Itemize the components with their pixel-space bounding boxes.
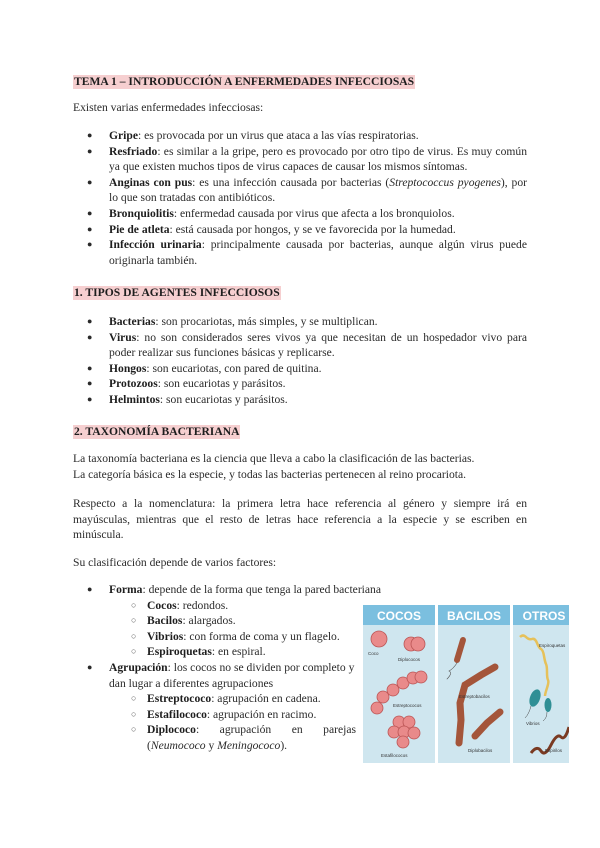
sublist-item [73,691,356,707]
intro-text [73,100,527,116]
desc: : son eucariotas y parásitos. [159,392,288,406]
term: Helmintos [109,392,160,406]
classification-list [73,582,381,598]
intro-paragraph: Existen varias enfermedades infecciosas: [73,101,264,114]
desc: : es provocada por un virus que ataca a las vías respiratorias. [137,129,419,142]
term: Resfriado [109,144,158,158]
term: Protozoos [109,377,158,391]
desc: : agrupación en racimo. [206,707,317,721]
diseases-list-block [73,128,527,268]
panel-title: BACILOS [447,609,501,623]
desc: : no son considerados seres vivos ya que necesitan de un hospedador vivo para poder realizar sus funciones básicas y replicarse. [109,330,527,360]
list-item [73,314,527,330]
classification-list-block [73,582,381,754]
term: Infección urinaria [109,238,202,252]
paragraph: Su clasificación depende de varios factores: [73,556,277,569]
desc: ), por lo que son tratadas con antibióticos. [109,175,527,205]
desc: : enfermedad causada por virus que afecta a los bronquiolos. [173,206,455,220]
term: Espiroquetas [147,645,212,659]
term: Estreptococo [147,692,212,706]
otros-panel [513,605,569,763]
vibrio-shape [545,698,552,712]
panel-title: OTROS [522,609,566,623]
species-name: Meningococo [217,738,281,752]
bacteria-shapes-figure [363,605,569,763]
desc: : con forma de coma y un flagelo. [183,629,340,643]
desc: : los cocos no se dividen por completo y dan lugar a diferentes agrupaciones [109,660,355,690]
taxonomy-para2 [73,496,527,543]
list-item [73,361,527,377]
coco-shape [371,631,387,647]
desc: : es similar a la gripe, pero es provocado por otro tipo de virus. Es muy común ya que existen muchos tipos de virus capaces de causar los mismos síntomas. [109,144,527,174]
term: Bacilos [147,614,183,628]
sublist-item [73,707,356,723]
term: Gripe [109,129,138,142]
paragraph-line: La categoría básica es la especie, y todas las bacterias pertenecen al reino procariota. [73,467,467,481]
desc: ). [280,738,288,752]
species-name: Streptococcus pyogenes [389,175,501,189]
page-title: TEMA 1 – INTRODUCCIÓN A ENFERMEDADES INFECCIOSAS [74,75,415,88]
term: Cocos [147,598,177,612]
taxonomy-para3 [73,555,527,571]
term: Forma [109,583,143,596]
figure-label: Espirilos [545,748,563,753]
desc: : depende de la forma que tenga la pared bacteriana [142,583,381,596]
agents-list [73,314,527,408]
figure-label: Vibrios [526,721,540,726]
forma-sublist [73,598,356,660]
section2-heading: 2. TAXONOMÍA BACTERIANA [74,425,240,438]
list-item [73,392,527,408]
desc: : son procariotas, más simples, y se multiplican. [155,315,378,328]
term: Virus [109,330,137,344]
sublist-item [73,613,356,629]
figure-label: Diplobacilos [468,748,493,753]
classification-list-2 [73,660,356,691]
term: Estafilococo [147,707,207,721]
paragraph-line: La taxonomía bacteriana es la ciencia que lleva a cabo la clasificación de las bacterias. [73,452,475,465]
desc: : principalmente causada por bacterias, aunque algún virus puede originarla también. [109,238,527,267]
list-item [73,128,527,144]
figure-label: Coco [368,651,379,656]
list-item-forma [73,582,381,598]
term: Hongos [109,361,147,375]
term: Vibrios [147,629,184,643]
list-item [73,222,527,238]
desc: : está causada por hongos, y se ve favorecida por la humedad. [169,222,456,236]
sublist-item [73,722,356,753]
desc: : en espiral. [211,645,266,659]
desc: : agrupación en parejas ( [147,723,356,752]
bacilos-panel [438,605,510,763]
figure-label: Espiroquetas [539,643,566,648]
agents-list-block [73,314,527,408]
term: Bacterias [109,315,156,328]
taxonomy-para1 [73,451,527,482]
term: Anginas con pus [109,175,193,189]
agrupacion-sublist [73,691,356,753]
list-item-agrupacion [73,660,356,691]
diseases-list [73,128,527,268]
figure-label: Estreptobacilos [459,694,490,699]
desc: : son eucariotas, con pared de quitina. [146,361,322,375]
desc: : son eucariotas y parásitos. [157,377,286,391]
term: Agrupación [109,660,168,674]
cocos-panel [363,605,435,763]
desc: : es una infección causada por bacterias ( [192,175,390,189]
term: Diplococo [147,723,196,737]
figure-label: Estafilococos [381,753,408,758]
list-item [73,237,527,268]
list-item [73,206,527,222]
sublist-item [73,644,356,660]
list-item [73,376,527,392]
figure-label: Estreptococos [393,703,422,708]
panel-title: COCOS [376,609,422,623]
list-item [73,144,527,175]
desc: : agrupación en cadena. [211,692,321,706]
paragraph: Respecto a la nomenclatura: la primera letra hace referencia al género y siempre irá en mayúsculas, mientras que el resto de letras hace referencia a la especie y se escriben en minúscula. [73,497,527,542]
desc: : alargados. [182,614,236,628]
list-item [73,175,527,206]
desc: y [205,738,218,752]
figure-label: Diplococos [398,657,421,662]
section1-heading: 1. TIPOS DE AGENTES INFECCIOSOS [74,286,280,299]
desc: : redondos. [176,598,229,612]
species-name: Neumococo [150,738,206,752]
term: Bronquiolitis [109,206,174,220]
diplococo-shape [411,637,425,651]
sublist-item [73,598,356,614]
sublist-item [73,629,356,645]
list-item [73,330,527,361]
term: Pie de atleta [109,222,170,236]
